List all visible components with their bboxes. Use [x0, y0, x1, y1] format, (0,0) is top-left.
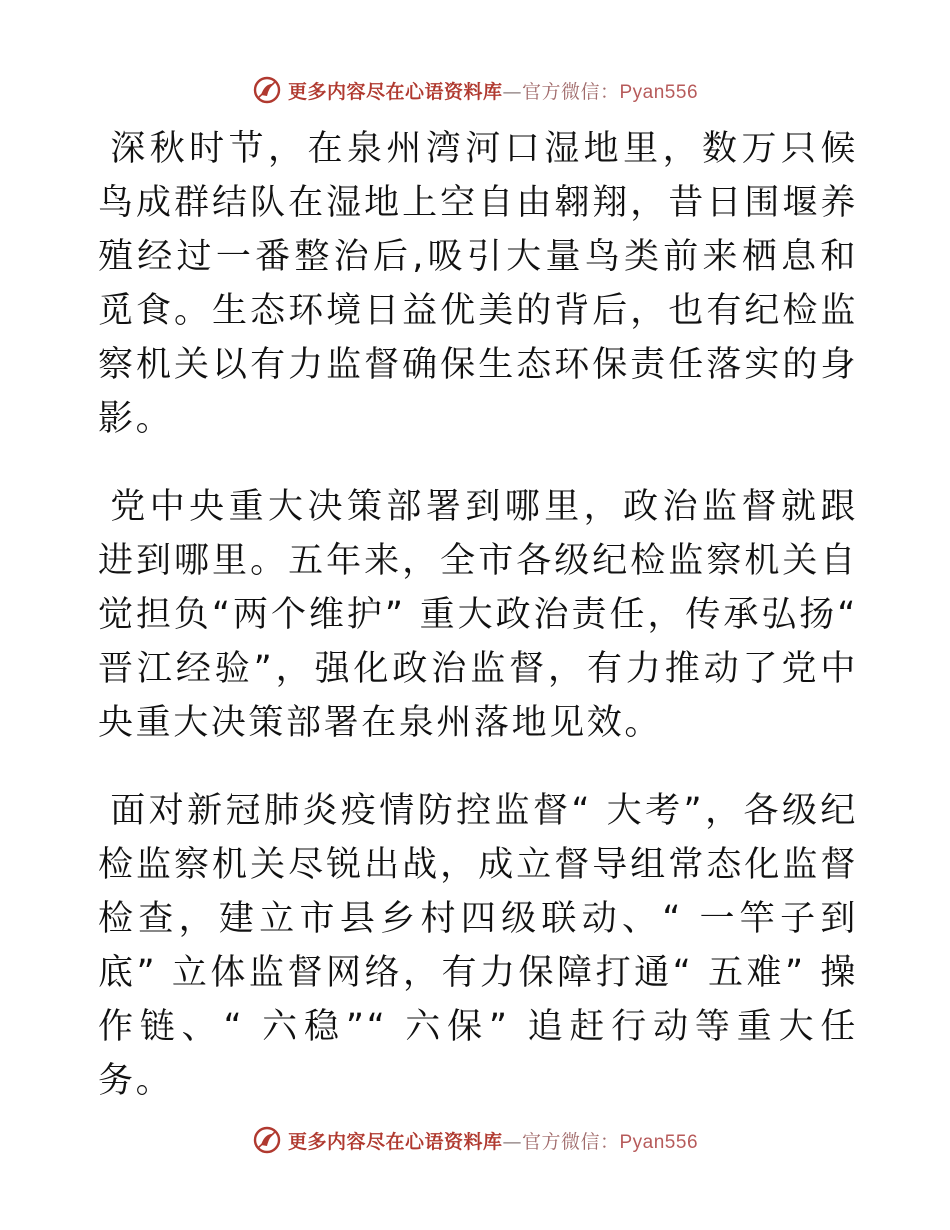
- red-seal-logo-icon: [252, 75, 282, 105]
- paragraph-3: 面对新冠肺炎疫情防控监督“ 大考”，各级纪检监察机关尽锐出战，成立督导组常态化监督检查，建立市县乡村四级联动、“ 一竿子到底” 立体监督网络，有力保障打通“ 五难” 操作链、“ 六稳”“ 六保” 追赶行动等重大任务。: [98, 791, 858, 1101]
- banner-brand: 更多内容尽在心语资料库: [287, 80, 503, 103]
- header-banner-text: [288, 77, 698, 104]
- banner-dash: —: [502, 80, 522, 103]
- banner-contact-label: 官方微信：: [521, 1130, 620, 1153]
- header-banner: [0, 70, 950, 110]
- paragraph-2: 党中央重大决策部署到哪里，政治监督就跟进到哪里。五年来，全市各级纪检监察机关自觉担负“两个维护” 重大政治责任，传承弘扬“ 晋江经验”，强化政治监督，有力推动了党中央重大决策部署在泉州落地见效。: [98, 487, 858, 743]
- banner-dash: —: [502, 1130, 522, 1153]
- banner-wechat-id: Pyan556: [619, 1131, 699, 1153]
- document-body: [98, 122, 858, 1142]
- red-seal-logo-icon: [252, 1125, 282, 1155]
- banner-brand: 更多内容尽在心语资料库: [287, 1130, 503, 1153]
- paragraph-1: 深秋时节，在泉州湾河口湿地里，数万只候鸟成群结队在湿地上空自由翱翔，昔日围堰养殖经过一番整治后,吸引大量鸟类前来栖息和觅食。生态环境日益优美的背后，也有纪检监察机关以有力监督确保生态环保责任落实的身影。: [98, 129, 858, 439]
- footer-banner: [0, 1120, 950, 1160]
- banner-contact-label: 官方微信：: [521, 80, 620, 103]
- banner-wechat-id: Pyan556: [619, 81, 699, 103]
- footer-banner-text: [288, 1127, 698, 1154]
